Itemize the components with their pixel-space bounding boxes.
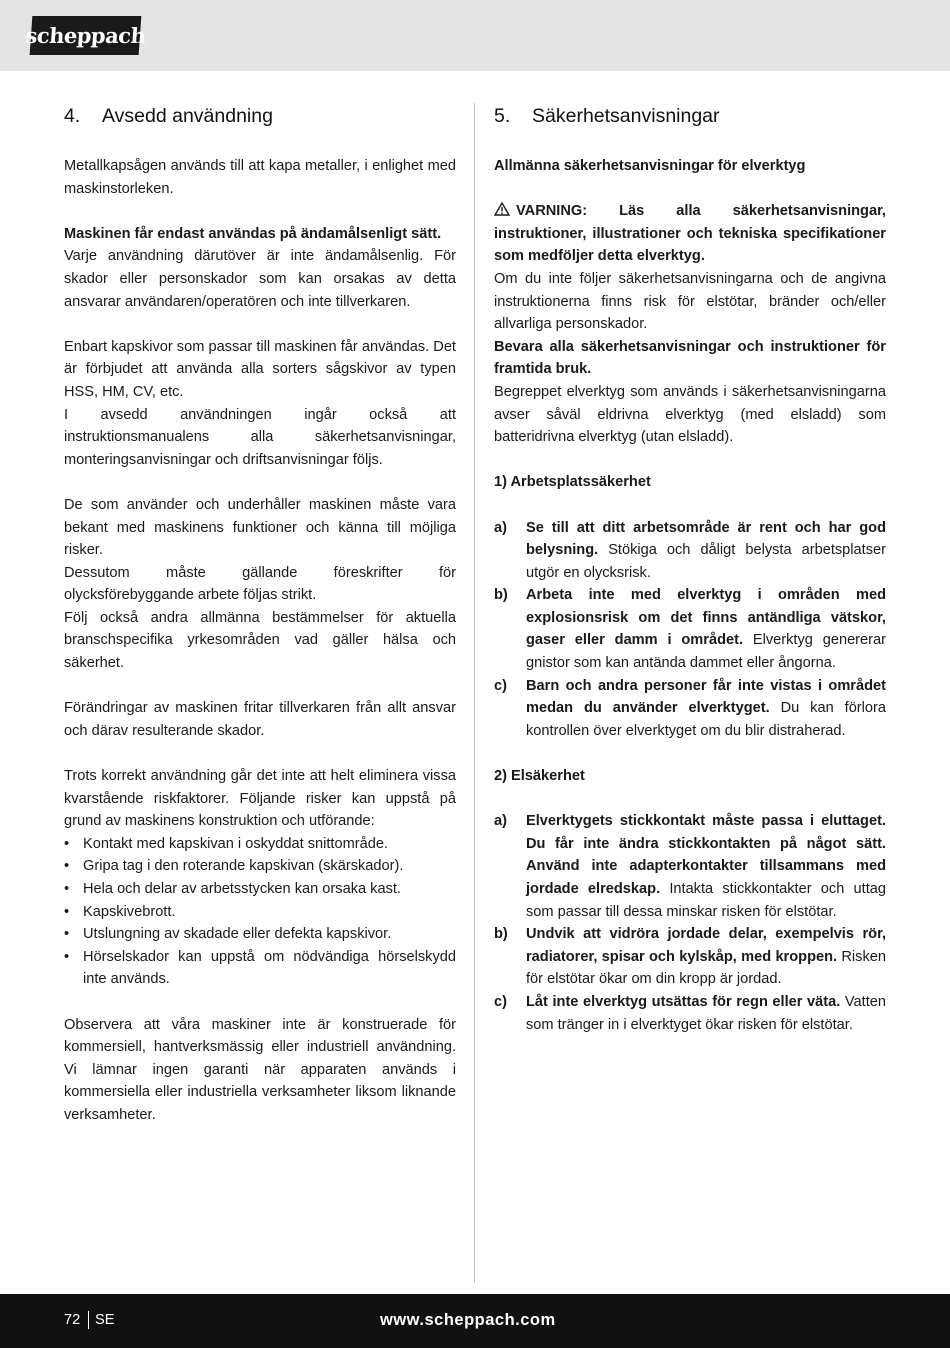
scheppach-logo: [24, 16, 147, 55]
item-text: Vatten som tränger in i elverktyget ökar risken för elstötar.: [526, 993, 886, 1033]
footer-separator: [88, 1311, 89, 1329]
item-bold-text: Barn och andra personer får inte vistas i området medan du använder elverktyget.: [526, 677, 886, 717]
subsection-title: 2) Elsäkerhet: [494, 768, 585, 785]
paragraph: De som använder och underhåller maskinen måste vara bekant med maskinens funktioner och känna till möjliga risker.: [64, 496, 456, 559]
item-text: Risken för elstötar ökar om din kropp är jordad.: [526, 948, 886, 988]
paragraph: Trots korrekt användning går det inte att helt eliminera vissa kvarstående riskfaktorer. Följande risker kan uppstå på grund av maskinens konstruktion och utförande:: [64, 768, 456, 830]
section-number: 5.: [494, 105, 511, 127]
language-code: SE: [95, 1312, 115, 1328]
page-number: 72: [64, 1312, 81, 1328]
item-bold-text: Undvik att vidröra jordade delar, exempelvis rör, radiatorer, spisar och kylskåp, med kroppen.: [526, 926, 886, 965]
paragraph: Följ också andra allmänna bestämmelser för aktuella branschspecifika yrkesområden vad gäller hälsa och säkerhet.: [64, 609, 456, 672]
warning-text: VARNING: Läs alla säkerhetsanvisningar, instruktioner, illustrationer och tekniska specifikationer som medföljer detta elverktyg.: [494, 203, 886, 265]
list-item: [494, 810, 886, 923]
item-bold-text: Låt inte elverktyg utsättas för regn eller väta.: [526, 993, 841, 1010]
warning-paragraph: [494, 200, 886, 268]
section-4-heading: [64, 103, 456, 129]
item-text: Du kan förlora kontrollen över elverktyget om du blir distraherad.: [526, 700, 887, 739]
item-marker: c): [494, 677, 507, 694]
section-title: Säkerhetsanvisningar: [532, 105, 720, 127]
section-5-heading: [494, 103, 886, 129]
electrical-safety-list: [494, 810, 886, 1036]
item-marker: b): [494, 587, 508, 604]
workplace-safety-list: [494, 517, 886, 743]
subsection-title: 1) Arbetsplatssäkerhet: [494, 474, 651, 491]
item-text: Stökiga och dåligt belysta arbetsplatser utgör en olycksrisk.: [526, 542, 886, 581]
list-item: • Kapskivebrott.: [64, 901, 456, 924]
paragraph: Enbart kapskivor som passar till maskinen får användas. Det är förbjudet att använda alla sorters sågskivor av typen HSS, HM, CV, etc.: [64, 338, 456, 400]
item-text: Elverktyg genererar gnistor som kan antända dammet eller ångorna.: [526, 632, 886, 672]
brand-text: scheppach: [24, 23, 147, 48]
warning-triangle-icon: [494, 202, 510, 216]
list-item: • Kontakt med kapskivan i oskyddat snittområde.: [64, 833, 456, 856]
item-marker: a): [494, 813, 507, 830]
list-item: • Hörselskador kan uppstå om nödvändiga hörselskydd inte används.: [64, 946, 456, 991]
list-item: • Gripa tag i den roterande kapskivan (skärskador).: [64, 855, 456, 878]
page-header: [0, 0, 950, 71]
page-footer: [0, 1294, 950, 1348]
list-item: [494, 584, 886, 674]
website-link[interactable]: www.scheppach.com: [380, 1311, 556, 1329]
paragraph: Begreppet elverktyg som används i säkerhetsanvisningarna avser såväl eldrivna elverktyg (med elsladd) som batteridrivna elverktyg (utan elsladd).: [494, 383, 886, 446]
paragraph: I avsedd användningen ingår också att instruktionsmanualens alla säkerhetsanvisningar, monteringsanvisningar och driftsanvisningar följs.: [64, 406, 456, 468]
paragraph-bold: Maskinen får endast användas på ändamålsenligt sätt.: [64, 225, 442, 242]
item-marker: c): [494, 993, 507, 1010]
section-title: Avsedd användning: [102, 105, 273, 127]
paragraph: Metallkapsågen används till att kapa metaller, i enlighet med maskinstorleken.: [64, 158, 456, 197]
paragraph: Varje användning därutöver är inte ändamålsenlig. För skador eller personskador som kan orsakas av detta ansvarar användaren/operatören och inte tillverkaren.: [64, 248, 456, 310]
list-item: [494, 675, 886, 743]
paragraph: Dessutom måste gällande föreskrifter för olycksförebyggande arbete följas strikt.: [64, 564, 456, 604]
list-item: [494, 923, 886, 991]
item-marker: a): [494, 519, 507, 536]
item-bold-text: Se till att ditt arbetsområde är rent och har god belysning.: [526, 519, 886, 559]
paragraph: Observera att våra maskiner inte är konstruerade för kommersiell, hantverksmässig eller industriell användning. Vi lämnar ingen garanti när apparaten används i kommersiella eller industriella verksamheter liksom liknande verksamheter.: [64, 1016, 456, 1123]
subheading: Allmänna säkerhetsanvisningar för elverktyg: [494, 158, 806, 174]
paragraph: Om du inte följer säkerhetsanvisningarna och de angivna instruktionerna finns risk för elstötar, bränder och/eller allvarliga personskador.: [494, 270, 886, 333]
list-item: • Hela och delar av arbetsstycken kan orsaka kast.: [64, 878, 456, 901]
right-column: [494, 103, 886, 1036]
item-bold-text: Elverktygets stickkontakt måste passa i eluttaget. Du får inte ändra stickkontakten på något sätt. Använd inte adapterkontakter tillsammans med jordade elredskap.: [526, 813, 886, 897]
list-item: • Utslungning av skadade eller defekta kapskivor.: [64, 923, 456, 946]
list-item: [494, 517, 886, 585]
left-column: [64, 103, 456, 1127]
section-number: 4.: [64, 105, 81, 127]
paragraph-bold: Bevara alla säkerhetsanvisningar och instruktioner för framtida bruk.: [494, 338, 886, 378]
paragraph: Förändringar av maskinen fritar tillverkaren från allt ansvar och därav resulterande skador.: [64, 700, 456, 739]
item-text: Intakta stickkontakter och uttag som passar till dessa minskar risken för elstötar.: [526, 881, 886, 920]
item-bold-text: Arbeta inte med elverktyg i områden med explosionsrisk om det finns antändliga vätskor, gaser eller damm i området.: [526, 587, 886, 649]
column-divider: [474, 103, 475, 1283]
item-marker: b): [494, 926, 508, 943]
list-item: [494, 991, 886, 1036]
risk-list: [64, 833, 456, 991]
